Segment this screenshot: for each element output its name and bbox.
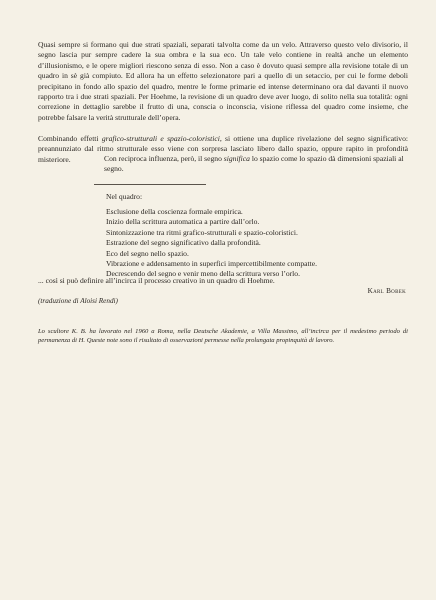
emphasis-text: significa xyxy=(223,154,250,163)
paragraph-text: lo spazio come lo spazio dà dimensioni spaziali al segno. xyxy=(104,154,404,174)
list-item: Esclusione della coscienza formale empirica. xyxy=(106,207,243,216)
list-item: Decrescendo del segno e venir meno della scrittura verso l’orlo. xyxy=(106,269,300,279)
emphasis-text: grafico-strutturali e spazio-coloristici xyxy=(101,134,220,143)
quadro-list-heading: Nel quadro: xyxy=(106,192,143,201)
list-item: Inizio della scrittura automatica a partire dall’orlo. xyxy=(106,217,260,227)
list-item: Vibrazione e addensamento in superfici impercettibilmente compatte. xyxy=(106,259,318,269)
author-signature: Karl Bobek xyxy=(367,287,406,295)
footnote: Lo scultore K. B. ha lavorato nel 1960 a Roma, nella Deutsche Akademie, a Villa Massimo, all’incirca per il medesimo periodo di permanenza di H. Queste note sono il risultato di osservazioni permesse nella prolungata propinquità di lavoro. xyxy=(38,328,408,345)
section-divider xyxy=(94,184,206,185)
quadro-list xyxy=(106,207,317,280)
paragraph-text: , si ottiene una duplice rivelazione del segno significativo: preannunziato dal ritmo strutturale esso viene con sorpresa lasciato libero dallo spazio, oppure rapito in profondità misteriore. xyxy=(38,134,408,164)
list-item: Estrazione del segno significativo dalla profondità. xyxy=(106,238,261,248)
list-item: Eco del segno nello spazio. xyxy=(106,248,189,258)
paragraph-reciprocal-influence xyxy=(104,154,406,175)
paragraph-text: Combinando effetti xyxy=(38,134,102,143)
paragraph-text: Con reciproca influenza, però, il segno xyxy=(104,154,224,163)
closing-sentence: ... così si può definire all’incirca il processo creativo in un quadro di Hoehme. xyxy=(38,276,275,285)
list-item: Sintonizzazione tra ritmi grafico-strutturali e spazio-coloristici. xyxy=(106,227,298,237)
translation-credit: (traduzione di Aloisi Rendi) xyxy=(38,297,118,305)
paragraph-spatial-layers: Quasi sempre si formano qui due strati spaziali, separati talvolta come da un velo. Attraverso questo velo divisorio, il segno lascia pur sempre cadere la sua ombra e la sua eco. Un tale velo contiene in realtà anche un elemento d’illusionismo, e le opere migliori riescono senza di esso. Non a caso è dovuto quasi sempre alla revisione totale di un quadro in sè già compiuto. Ed allora ha un effetto selezionatore pari a quello di un setaccio, per cui le forme deboli precipitano in fondo allo spazio del quadro, mentre le forme primarie ed intense determinano ora dal davanti il nuovo rapporto tra i due strati spaziali. Per Hoehme, la revisione di un quadro deve aver luogo, di solito nella sua totalità: ogni correzione in dettaglio sarebbe il frutto di una, conscia o inconscia, visione riflessa del quadro come insieme, che potrebbe falsare la verità strutturale dell’opera. xyxy=(38,40,408,122)
